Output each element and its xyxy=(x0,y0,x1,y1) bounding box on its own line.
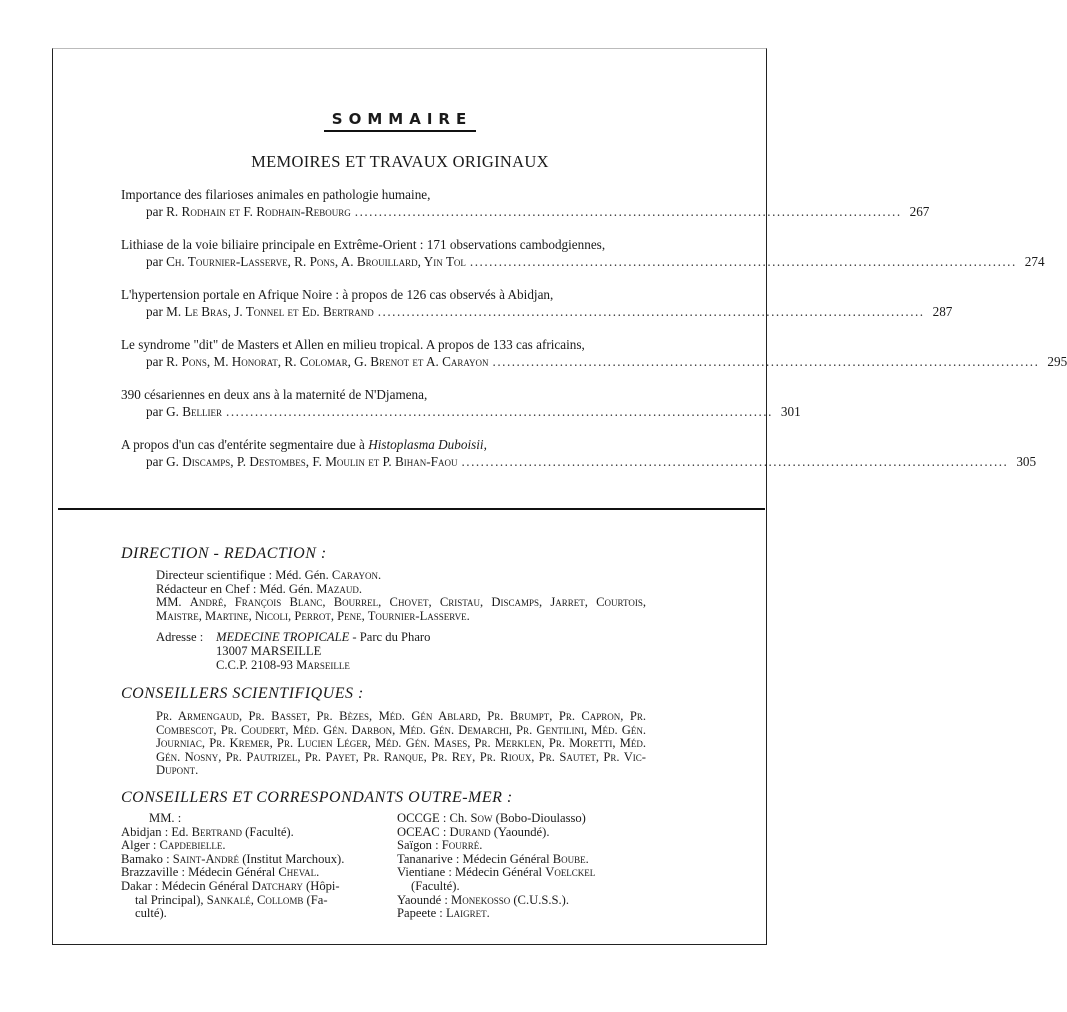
list-item: MM. : xyxy=(149,811,182,825)
entry-title: Le syndrome "dit" de Masters et Allen en milieu tropical. A propos de 133 cas africains, xyxy=(121,337,585,352)
entry-page: 295 xyxy=(1047,354,1067,369)
entry-title: L'hypertension portale en Afrique Noire : à propos de 126 cas observés à Abidjan, xyxy=(121,287,554,302)
list-item: Brazzaville : Médecin Général Cheval. xyxy=(121,865,320,880)
entry-page: 287 xyxy=(932,304,953,319)
list-item: Dakar : Médecin Général Datchary (Hôpi- xyxy=(121,878,340,893)
list-item: (Faculté). xyxy=(411,878,460,893)
direction-body: Directeur scientifique : Méd. Gén. Carayon. Rédacteur en Chef : Méd. Gén. Mazaud. MM. André, François Blanc, Bourrel, Chovet, Cristau, Discamps, Jarret, Courtois, Maistre, Martine, Nicoli, Perrot, Pene, Tournier-Lasserve. Adresse : MEDECINE TROPICALE - Parc du Pharo 13007 MARSEILLE C.C.P. 2108-93 Marseille xyxy=(156,568,646,672)
list-item: culté). xyxy=(135,906,167,921)
address: Adresse : MEDECINE TROPICALE - Parc du Pharo 13007 MARSEILLE C.C.P. 2108-93 Marseille xyxy=(156,630,431,672)
list-item: Saïgon : Fourré. xyxy=(397,838,483,853)
list-item: tal Principal), Sankalé, Collomb (Fa- xyxy=(135,892,328,907)
entry-authors: Ch. Tournier-Lasserve, R. Pons, A. Brouillard, Yin Tol xyxy=(166,254,466,269)
toc-entry[interactable]: Importance des filarioses animales en pathologie humaine, par R. Rodhain et F. Rodhain-Rebourg .................................................................................................................. 267 xyxy=(121,187,930,219)
sommaire-heading: SOMMAIRE xyxy=(0,110,800,128)
list-item: Tananarive : Médecin Général Boube. xyxy=(397,851,589,866)
entry-page: 301 xyxy=(780,404,801,419)
members-list: André, François Blanc, Bourrel, Chovet, Cristau, Discamps, Jarret, Courtois, Maistre, Martine, Nicoli, Perrot, Pene, Tournier-Lasserve. xyxy=(156,595,646,623)
entry-authors: G. Discamps, P. Destombes, F. Moulin et P. Bihan-Faou xyxy=(166,454,458,469)
toc-entry[interactable]: L'hypertension portale en Afrique Noire : à propos de 126 cas observés à Abidjan, par M. Le Bras, J. Tonnel et Ed. Bertrand .................................................................................................................. 287 xyxy=(121,287,953,319)
list-item: Papeete : Laigret. xyxy=(397,906,490,921)
outremer-right-column xyxy=(397,812,657,921)
entry-page: 305 xyxy=(1016,454,1037,469)
entry-title: A propos d'un cas d'entérite segmentaire due à Histoplasma Duboisii, xyxy=(121,437,487,452)
table-of-contents xyxy=(121,186,1067,486)
entry-authors: M. Le Bras, J. Tonnel et Ed. Bertrand xyxy=(166,304,374,319)
conseillers-title: CONSEILLERS SCIENTIFIQUES : xyxy=(121,685,364,702)
entry-title: Importance des filarioses animales en pathologie humaine, xyxy=(121,187,431,202)
list-item: Alger : Capdebielle. xyxy=(121,838,226,853)
entry-page: 274 xyxy=(1024,254,1045,269)
entry-authors: G. Bellier xyxy=(166,404,223,419)
list-item: Bamako : Saint-André (Institut Marchoux). xyxy=(121,851,345,866)
entry-authors: R. Pons, M. Honorat, R. Colomar, G. Brenot et A. Carayon xyxy=(166,354,489,369)
toc-entry[interactable]: Le syndrome "dit" de Masters et Allen en milieu tropical. A propos de 133 cas africains, par R. Pons, M. Honorat, R. Colomar, G. Brenot et A. Carayon .................................................................................................................. 295 xyxy=(121,337,1067,369)
toc-entry[interactable]: 390 césariennes en deux ans à la maternité de N'Djamena, par G. Bellier .................................................................................................................. 301 xyxy=(121,387,801,419)
entry-authors: R. Rodhain et F. Rodhain-Rebourg xyxy=(166,204,351,219)
conseillers-list: Pr. Armengaud, Pr. Basset, Pr. Bèzes, Méd. Gén Ablard, Pr. Brumpt, Pr. Capron, Pr. Combescot, Pr. Coudert, Méd. Gén. Darbon, Méd. Gén. Demarchi, Pr. Gentilini, Méd. Gén. Journiac, Pr. Kremer, Pr. Lucien Léger, Méd. Gén. Mases, Pr. Merklen, Pr. Moretti, Méd. Gén. Nosny, Pr. Pautrizel, Pr. Payet, Pr. Ranque, Pr. Rey, Pr. Rioux, Pr. Sautet, Pr. Vic-Dupont. xyxy=(156,709,646,778)
entry-title: 390 césariennes en deux ans à la maternité de N'Djamena, xyxy=(121,387,428,402)
outremer-title: CONSEILLERS ET CORRESPONDANTS OUTRE-MER : xyxy=(121,789,513,806)
section-title: MEMOIRES ET TRAVAUX ORIGINAUX xyxy=(251,152,549,171)
toc-entry[interactable]: Lithiase de la voie biliaire principale en Extrême-Orient : 171 observations cambodgiennes, par Ch. Tournier-Lasserve, R. Pons, A. Brouillard, Yin Tol .................................................................................................................. 274 xyxy=(121,237,1045,269)
toc-entry[interactable]: A propos d'un cas d'entérite segmentaire due à Histoplasma Duboisii, par G. Discamps, P. Destombes, F. Moulin et P. Bihan-Faou .................................................................................................................. 305 xyxy=(121,437,1037,469)
entry-title: Lithiase de la voie biliaire principale en Extrême-Orient : 171 observations cambodgiennes, xyxy=(121,237,606,252)
list-item: OCCGE : Ch. Sow (Bobo-Dioulasso) xyxy=(397,811,586,825)
list-item: Vientiane : Médecin Général Voelckel xyxy=(397,865,596,880)
direction-title: DIRECTION - REDACTION : xyxy=(121,545,327,562)
list-item: Yaoundé : Monekosso (C.U.S.S.). xyxy=(397,892,569,907)
entry-page: 267 xyxy=(909,204,930,219)
list-item: OCEAC : Durand (Yaoundé). xyxy=(397,824,550,839)
list-item: Abidjan : Ed. Bertrand (Faculté). xyxy=(121,824,294,839)
outremer-left-column xyxy=(121,812,383,921)
section-divider xyxy=(58,508,765,510)
